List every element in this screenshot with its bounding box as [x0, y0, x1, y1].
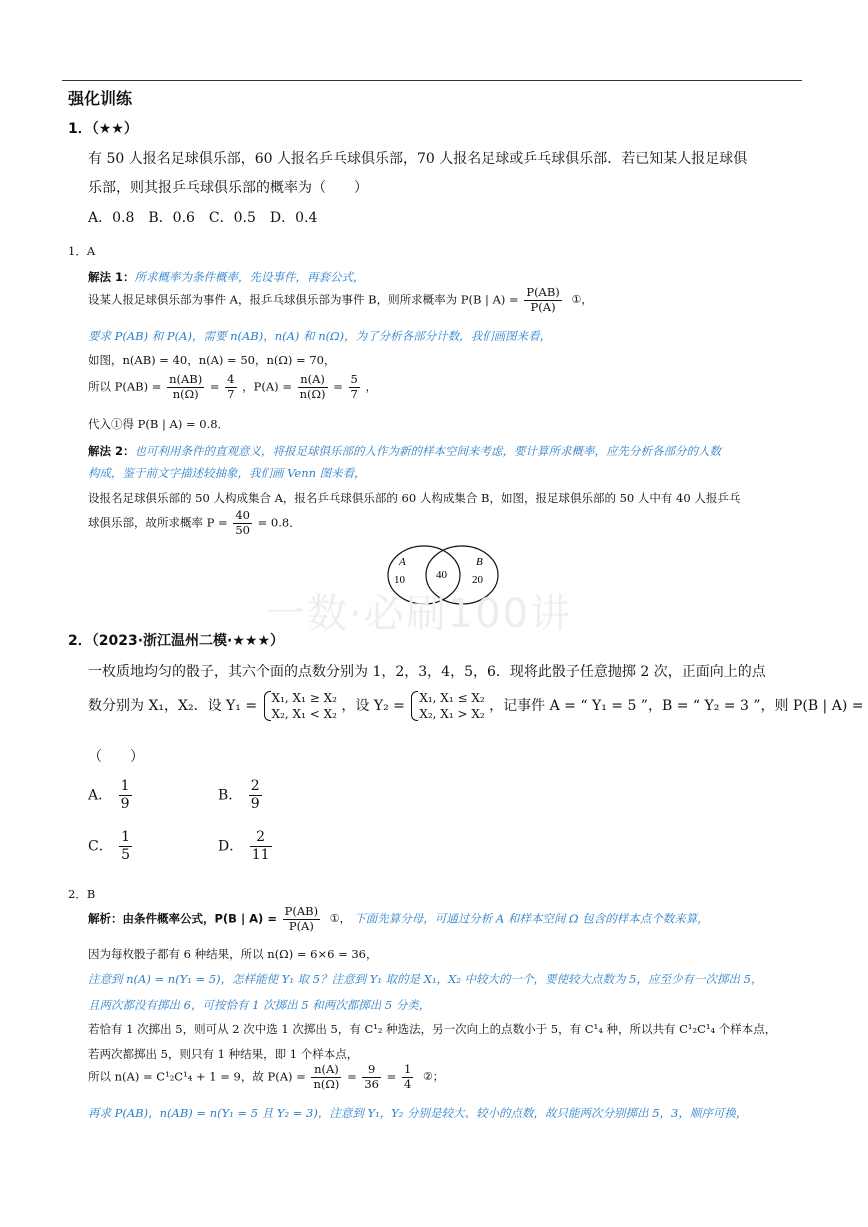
s1-method2-note-l1: 也可利用条件的直观意义，将报足球俱乐部的人作为新的样本空间来考虑，要计算所求概率，应先分析各部分的人数	[134, 444, 722, 458]
venn-mid-value: 40	[436, 569, 447, 581]
q2-stem-c: ，记事件 A = “ Y₁ = 5 ”，B = “ Y₂ = 3 ”，则 P(B | A) =	[489, 698, 864, 715]
q2-option-d-label: D．	[218, 838, 244, 855]
q2-option-b-num: 2	[250, 778, 260, 794]
venn-right-value: 20	[472, 574, 483, 586]
q2-system-y1	[262, 690, 337, 722]
s1-m2-line2-prefix: 球俱乐部，故所求概率 P =	[88, 515, 228, 530]
s1-frac2-num: n(AB)	[169, 372, 203, 386]
s1-frac2	[167, 373, 204, 402]
q2-option-d-den: 11	[251, 846, 270, 863]
q2-sys2-row2: X₂, X₁ > X₂	[419, 707, 485, 722]
q2-option-a-num: 1	[120, 778, 130, 794]
s2-circle1: ①，	[329, 912, 351, 926]
s1-so-line	[88, 373, 377, 402]
s2-frac	[283, 905, 320, 934]
q2-option-c-num: 1	[121, 829, 131, 845]
s2-line1	[88, 905, 709, 934]
s2-l6-prefix: 所以 n(A) = C¹₂C¹₄ + 1 = 9，故 P(A) =	[88, 1069, 306, 1084]
q2-sys1-row1: X₁, X₁ ≥ X₂	[271, 691, 337, 705]
s2-circle2: ②；	[422, 1070, 444, 1084]
s2-l6-frac2-num: 9	[362, 1063, 381, 1078]
s1-sub-line: 代入①得 P(B | A) = 0.8．	[88, 417, 230, 431]
s1-frac5	[349, 373, 360, 402]
s1-m2-line1: 设报名足球俱乐部的 50 人构成集合 A，报名乒乓球俱乐部的 60 人构成集合 B，如图，报足球俱乐部的 50 人中有 40 人报乒乓	[88, 491, 741, 505]
q2-option-d	[218, 829, 274, 864]
q2-option-b	[218, 778, 264, 813]
s2-l6-frac3-num: 1	[403, 1062, 412, 1076]
q2-stem-a: 数分别为 X₁，X₂．设 Y₁ =	[88, 698, 258, 715]
q2-option-c-frac	[119, 829, 132, 864]
s2-l6-eq2: =	[386, 1069, 397, 1084]
s2-line2: 因为每枚骰子都有 6 种结果，所以 n(Ω) = 6×6 = 36，	[88, 947, 378, 961]
s1-method1	[88, 266, 365, 285]
s1-method1-note: 所求概率为条件概率，先设事件，再套公式，	[134, 270, 365, 284]
s2-line4: 若恰有 1 次掷出 5，则可从 2 次中选 1 次掷出 5，有 C¹₂ 种选法，另一次向上的点数小于 5，有 C¹₄ 种，所以共有 C¹₂C¹₄ 个样本点，	[88, 1022, 777, 1036]
venn-label-b: B	[476, 556, 483, 568]
s1-fig-line: 如图，n(AB) = 40，n(A) = 50，n(Ω) = 70，	[88, 353, 336, 367]
q2-option-d-frac	[250, 829, 272, 864]
q2-paren: （ ）	[88, 749, 144, 765]
q1-options: A．0.8 B．0.6 C．0.5 D．0.4	[88, 210, 318, 226]
s1-circle1: ①，	[571, 293, 593, 307]
venn-label-a: A	[399, 556, 406, 568]
s1-method2-label: 解法 2：	[88, 444, 135, 458]
s2-l6-eq1: =	[347, 1069, 357, 1084]
q1-stem-line2: 乐部，则其报乒乓球俱乐部的概率为（ ）	[88, 180, 368, 196]
s2-l6-frac2	[362, 1063, 381, 1092]
s2-note3-l1: 注意到 n(A) = n(Y₁ = 5)，怎样能使 Y₁ 取 5？注意到 Y₁ 取的是 X₁，X₂ 中较大的一个，要使较大点数为 5，应至少有一次掷出 5，	[88, 972, 763, 986]
s1-m2-line2	[88, 509, 301, 538]
s2-l6-frac1	[311, 1063, 341, 1092]
q2-option-b-den: 9	[250, 795, 260, 812]
top-rule	[62, 80, 802, 81]
q2-option-b-label: B．	[218, 787, 243, 804]
s1-frac5-num: 5	[350, 372, 358, 386]
s2-frac-den: P(A)	[288, 918, 314, 933]
s1-define-text: 设某人报足球俱乐部为事件 A，报乒乓球俱乐部为事件 B，则所求概率为 P(B | A) =	[88, 292, 519, 307]
s2-line5: 若两次都掷出 5，则只有 1 种结果，即 1 个样本点，	[88, 1047, 359, 1061]
s2-answer: 2．B	[68, 887, 96, 901]
s1-so-prefix: 所以 P(AB) =	[88, 379, 162, 394]
s2-l6-frac2-den: 36	[364, 1076, 379, 1091]
s2-note3-l2: 且两次都没有掷出 6，可按恰有 1 次掷出 5 和两次都掷出 5 分类，	[88, 998, 431, 1012]
section-title: 强化训练	[68, 89, 133, 108]
s2-l6-frac1-den: n(Ω)	[313, 1076, 340, 1091]
s1-frac5-den: 7	[350, 386, 358, 401]
s2-line6	[88, 1063, 444, 1092]
s1-frac4	[298, 373, 328, 402]
s2-l6-frac3-den: 4	[403, 1076, 412, 1091]
s1-eq4: =	[333, 379, 343, 394]
s1-method2-note-l2: 构成，鉴于前文字描述较抽象，我们画 Venn 图来看，	[88, 466, 366, 480]
s1-frac1-num: P(AB)	[526, 285, 560, 299]
q2-option-a-den: 9	[120, 795, 130, 812]
q1-stem-line1: 有 50 人报名足球俱乐部，60 人报名乒乓球俱乐部，70 人报名足球或乒乓球俱乐部．若已知某人报足球俱	[88, 151, 748, 167]
s2-l6-frac3	[402, 1063, 413, 1092]
s1-define-line	[88, 286, 592, 315]
s1-eq2: =	[209, 379, 220, 394]
q2-option-b-frac	[249, 778, 262, 813]
q2-stem-line2	[88, 690, 863, 722]
q2-option-c-label: C．	[88, 838, 113, 855]
q1-number: 1．（★★）	[68, 121, 138, 137]
q2-option-c-den: 5	[121, 846, 131, 863]
s1-end-comma: ，	[365, 379, 377, 394]
s1-frac3-num: 4	[227, 372, 235, 386]
s2-l1-prefix: 解析：由条件概率公式，P(B | A) =	[88, 911, 277, 926]
s1-frac1	[524, 286, 561, 315]
s1-frac3	[225, 373, 236, 402]
q2-option-a	[88, 778, 134, 813]
q2-sys1-row2: X₂, X₁ < X₂	[271, 707, 337, 722]
s1-frac6	[233, 509, 252, 538]
s1-method1-label: 解法 1：	[88, 270, 135, 284]
s1-frac2-den: n(Ω)	[172, 386, 199, 401]
s1-mid: ，P(A) =	[242, 379, 292, 394]
s1-m2-line2-suffix: = 0.8．	[257, 515, 301, 530]
s2-l6-frac1-num: n(A)	[311, 1063, 341, 1078]
q2-system-y2	[409, 690, 484, 722]
q2-option-d-num: 2	[250, 829, 272, 847]
q2-number: 2．（2023·浙江温州二模·★★★）	[68, 633, 284, 649]
s1-frac6-den: 50	[235, 522, 250, 537]
s2-frac-num: P(AB)	[284, 904, 319, 918]
s1-note2: 要求 P(AB) 和 P(A)，需要 n(AB)，n(A) 和 n(Ω)，为了分析各部分计数，我们画图来看，	[88, 329, 552, 343]
q2-sys2-row1: X₁, X₁ ≤ X₂	[419, 691, 485, 705]
s1-frac4-num: n(A)	[298, 373, 328, 388]
q2-option-a-frac	[119, 778, 132, 813]
s1-method2	[88, 440, 721, 459]
s1-answer: 1．A	[68, 244, 96, 258]
watermark: 一数·必刷100讲	[265, 591, 573, 637]
venn-left-value: 10	[394, 574, 405, 586]
q2-option-c	[88, 829, 134, 864]
s2-note-last: 再求 P(AB)，n(AB) = n(Y₁ = 5 且 Y₂ = 3)，注意到 Y₁，Y₂ 分别是较大、较小的点数，故只能两次分别掷出 5，3，顺序可换，	[88, 1106, 748, 1120]
q2-option-a-label: A．	[88, 787, 113, 804]
s1-frac1-den: P(A)	[530, 299, 556, 314]
s2-l1-note: 下面先算分母，可通过分析 A 和样本空间 Ω 包含的样本点个数来算，	[354, 911, 709, 926]
s1-frac6-num: 40	[235, 508, 250, 522]
q2-stem-b: ，设 Y₂ =	[341, 698, 405, 715]
q2-stem-line1: 一枚质地均匀的骰子，其六个面的点数分别为 1，2，3，4，5，6．现将此骰子任意抛掷 2 次，正面向上的点	[88, 664, 766, 680]
s1-frac4-den: n(Ω)	[299, 386, 326, 401]
s1-frac3-den: 7	[227, 386, 235, 401]
